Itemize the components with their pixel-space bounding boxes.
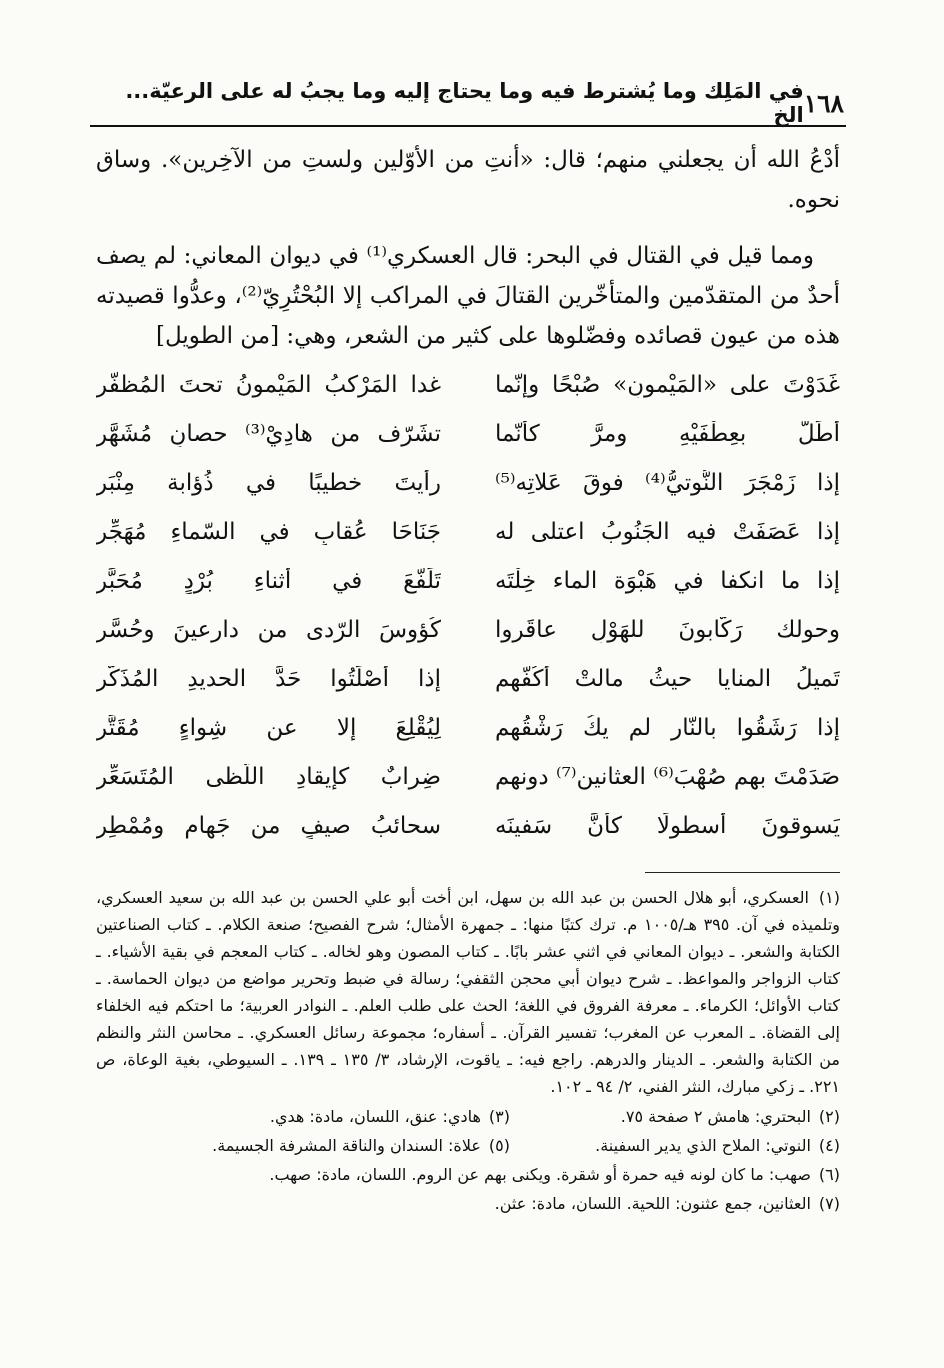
footnote-text: هادي: عنق، اللسان، مادة: هدي. <box>269 1107 481 1126</box>
verse-first-hemistich: إذا زَمْجَرَ النُّوتيُّ⁽⁴⁾ فوقَ عَلاتِه⁽⁵⁾ <box>495 469 840 496</box>
verse-line <box>96 801 840 850</box>
verse-second-hemistich: غدا المَرْكبُ المَيْمونُ تحتَ المُظفَّرِ <box>96 371 441 398</box>
verse-first-hemistich: وحولك رَكّابونَ للهَوْلِ عاقَروا <box>495 616 840 643</box>
header-rule <box>90 125 846 127</box>
verse-second-hemistich: تَلَفَّعَ في أثناءِ بُرْدٍ مُحَبَّرِ <box>96 567 441 594</box>
footnote-6 <box>96 1160 840 1189</box>
footnote-text: العسكري، أبو هلال الحسن بن عبد الله بن سهل، ابن أخت أبو علي الحسن بن عبد الله بن سعيد العسكري، وتلميذه في آن. ٣٩٥ هـ/١٠٠٥ م. ترك كتبًا منها: ـ جمهرة الأمثال؛ شرح الفصيح؛ صنعة الكلام. ـ كتاب الصناعتين الكتابة والشعر. ـ ديوان المعاني في اثني عشر بابًا. ـ كتاب المصون وهو لخاله. ـ كتاب المعجم في بقية الأشياء. ـ كتاب الزواجر والمواعظ. ـ شرح ديوان أبي محجن الثقفي؛ رسالة في ضبط وتحرير مواضع من ديوان الحماسة. ـ كتاب الأوائل؛ الكرماء. ـ معرفة الفروق في اللغة؛ الحث على طلب العلم. ـ النوادر العربية؛ ما احتكم فيه الخلفاء إلى القضاة. ـ المعرب عن المغرب؛ تفسير القرآن. ـ أسفاره؛ مجموعة رسائل العسكري. ـ محاسن النثر والنظم من الكتابة والشعر. ـ الدينار والدرهم. راجع فيه: ـ ياقوت، الإرشاد، ٣/ ١٣٥ ـ ١٣٩. ـ السيوطي، بغية الوعاة، ص ٢٢١. ـ زكي مبارك، النثر الفني، ٢/ ٩٤ ـ ١٠٢. <box>96 888 841 1096</box>
verse-line <box>96 556 840 605</box>
verse-line <box>96 654 840 703</box>
paragraph-1: أدْعُ الله أن يجعلني منهم؛ قال: «أنتِ من الأوّلين ولستِ من الآخِرين». وساق نحوه. <box>96 147 840 213</box>
footnote-row <box>96 1131 840 1160</box>
verse-first-hemistich: تَميلُ المنايا حيثُ مالتْ أكُفُّهم <box>495 665 840 692</box>
verse-line <box>96 458 840 507</box>
footnote-text: العثانين، جمع عثنون: اللحية. اللسان، مادة: عثن. <box>494 1194 811 1213</box>
page-number: ١٦٨ <box>803 88 844 118</box>
poem <box>96 360 840 850</box>
verse-first-hemistich: يَسوقونَ أسطولًا كأنَّ سَفينَه <box>495 812 840 839</box>
verse-second-hemistich: لِيُقْلِعَ إلا عن شِواءٍ مُقَتَّرِ <box>96 714 441 741</box>
verse-second-hemistich: إذا أصْلَتُوا حَدَّ الحديدِ المُذَكَّرِ <box>96 665 441 692</box>
footnote-text: البحتري: هامش ٢ صفحة ٧٥. <box>620 1107 811 1126</box>
verse-first-hemistich: إذا ما انكفا في هَبْوَة الماء خِلْتَه <box>495 567 840 594</box>
verse-second-hemistich: جَنَاحَا عُقابٍ في السّماءِ مُهَجِّرِ <box>96 518 441 545</box>
verse-line <box>96 409 840 458</box>
footnote-number: (٥) <box>488 1136 510 1155</box>
verse-line <box>96 360 840 409</box>
footnote-number: (١) <box>818 888 840 907</box>
footnote-number: (٦) <box>818 1165 840 1184</box>
verse-first-hemistich: غَدَوْتَ على «المَيْمونِ» صُبْحًا وإنّما <box>495 371 840 398</box>
footnote-text: علاة: السندان والناقة المشرفة الجسيمة. <box>212 1136 481 1155</box>
footnote-number: (٤) <box>818 1136 840 1155</box>
footnote-number: (٧) <box>818 1194 840 1213</box>
verse-first-hemistich: صَدَمْتَ بهم صُهْبَ⁽⁶⁾ العثانينِ⁽⁷⁾ دونهم <box>495 763 840 790</box>
paragraph-2: ومما قيل في القتال في البحر: قال العسكري⁽¹⁾ في ديوان المعاني: لم يصف أحدٌ من المتقدّمين والمتأخّرين القتالَ في المراكب إلا البُحْتُرِيّ⁽²⁾، وعدُّوا قصيدته هذه من عيون قصائده وفضّلوها على كثير من الشعر، وهي: [من الطويل] <box>96 243 840 349</box>
footnote-row <box>96 1102 840 1131</box>
footnote-4 <box>510 1132 840 1159</box>
verse-second-hemistich: سحائبُ صيفٍ من جَهامٍ ومُمْطِرِ <box>96 812 441 839</box>
verse-line <box>96 703 840 752</box>
verse-second-hemistich: كُؤوسَ الرّدى من دارعينَ وحُسَّرِ <box>96 616 441 643</box>
footnote-5 <box>180 1132 510 1159</box>
verse-first-hemistich: إذا رَشَقُوا بالنّارِ لم يكُ رَشْقُهم <box>495 714 840 741</box>
verse-second-hemistich: رأيتَ خطيبًا في ذُؤابة مِنْبَرِ <box>96 469 441 496</box>
page-header <box>92 79 844 127</box>
verse-first-hemistich: إذا عَصَفَتْ فيه الجَنُوبُ اعتلى له <box>495 518 840 545</box>
verse-line <box>96 752 840 801</box>
footnote-text: النوتي: الملاح الذي يدير السفينة. <box>595 1136 811 1155</box>
footnote-2 <box>510 1103 840 1130</box>
footnote-rule <box>645 872 840 873</box>
footnote-3 <box>180 1103 510 1130</box>
footnote-number: (٣) <box>488 1107 510 1126</box>
verse-second-hemistich: ضِرابٌ كإيقادِ اللّظى المُتَسَعِّرِ <box>96 763 441 790</box>
verse-first-hemistich: أطَلَّ بعِطْفَيْهِ ومرَّ كأنّما <box>495 420 840 447</box>
verse-second-hemistich: تشَرّف من هادِيْ⁽³⁾ حصانٍ مُشَهَّرِ <box>96 420 441 447</box>
footnote-number: (٢) <box>818 1107 840 1126</box>
running-title: في المَلِك وما يُشترط فيه وما يحتاج إليه وما يجبُ له على الرعيّة... الخ <box>125 79 804 127</box>
footnote-1 <box>96 884 840 1100</box>
footnote-7 <box>96 1189 840 1218</box>
verse-line <box>96 605 840 654</box>
footnotes <box>96 884 840 1218</box>
verse-line <box>96 507 840 556</box>
footnote-text: صهب: ما كان لونه فيه حمرة أو شقرة. ويكنى بهم عن الروم. اللسان، مادة: صهب. <box>269 1165 811 1184</box>
